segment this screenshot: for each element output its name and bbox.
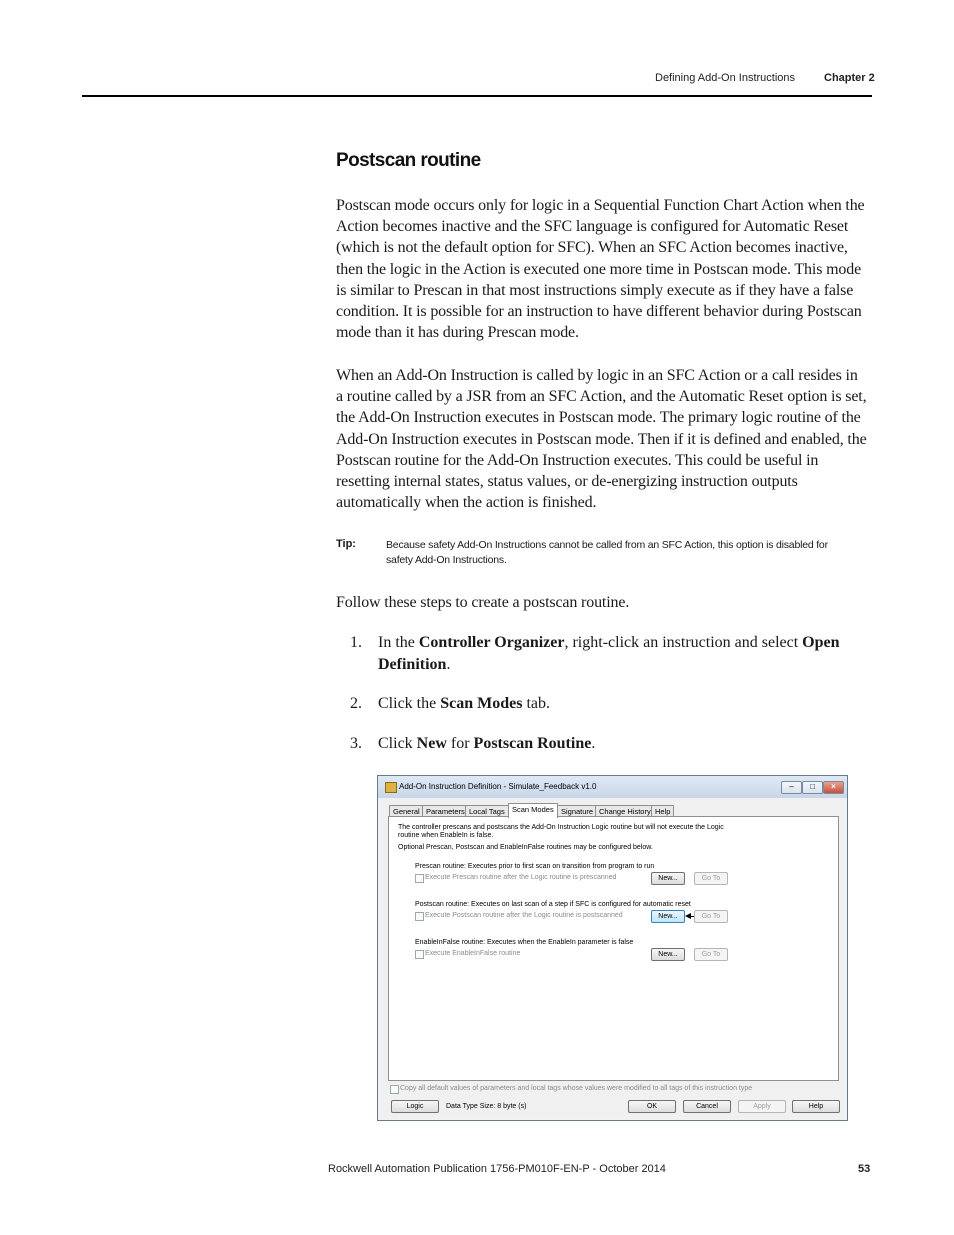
postscan-new-button[interactable]: New... — [651, 910, 685, 923]
tip-label: Tip: — [336, 538, 356, 550]
cancel-button[interactable]: Cancel — [683, 1100, 731, 1113]
logic-button[interactable]: Logic — [391, 1100, 439, 1113]
step-number: 3. — [350, 735, 362, 752]
close-button[interactable]: × — [823, 781, 844, 794]
enableinfalse-goto-button[interactable]: Go To — [694, 948, 728, 961]
running-header-chapter: Chapter 2 — [824, 72, 875, 84]
prescan-checkbox[interactable] — [415, 874, 424, 883]
paragraph-2: When an Add-On Instruction is called by logic in an SFC Action or a call resides in a routine called by a JSR from an SFC Action, and the Automatic Reset option is set, the Add-On Instruction executes in Postscan mode. The primary logic routine of the Add-On Instruction executes in Postscan mode. Then if it is defined and enabled, the Postscan routine for the Add-On Instruction executes. This could be useful in resetting internal states, status values, or de-energizing instruction outputs automatically when the action is finished. — [336, 367, 867, 512]
enableinfalse-new-button[interactable]: New... — [651, 948, 685, 961]
dialog-titlebar — [378, 776, 847, 798]
data-type-size: Data Type Size: 8 byte (s) — [446, 1103, 527, 1110]
step-text: Click the Scan Modes tab. — [378, 695, 550, 712]
enableinfalse-checkbox[interactable] — [415, 950, 424, 959]
prescan-new-button[interactable]: New... — [651, 872, 685, 885]
prescan-goto-button[interactable]: Go To — [694, 872, 728, 885]
enableinfalse-heading: EnableInFalse routine: Executes when the EnableIn parameter is false — [415, 939, 634, 946]
apply-button[interactable]: Apply — [738, 1100, 786, 1113]
tab-local-tags[interactable]: Local Tags — [465, 805, 509, 817]
tab-help[interactable]: Help — [651, 805, 674, 817]
page-number: 53 — [858, 1163, 871, 1175]
maximize-button[interactable]: □ — [802, 781, 823, 794]
prescan-heading: Prescan routine: Executes prior to first scan on transition from program to run — [415, 863, 655, 870]
steps-intro: Follow these steps to create a postscan routine. — [336, 594, 630, 611]
tab-signature[interactable]: Signature — [557, 805, 597, 817]
postscan-checkbox-label: Execute Postscan routine after the Logic routine is postscanned — [425, 912, 623, 919]
tab-scan-modes[interactable]: Scan Modes — [508, 803, 558, 818]
postscan-goto-button[interactable]: Go To — [694, 910, 728, 923]
ok-button[interactable]: OK — [628, 1100, 676, 1113]
header-rule — [82, 95, 872, 97]
footer-publication: Rockwell Automation Publication 1756-PM010F-EN-P - October 2014 — [328, 1163, 666, 1175]
postscan-checkbox[interactable] — [415, 912, 424, 921]
aoi-definition-dialog — [377, 775, 848, 1121]
minimize-button[interactable]: – — [781, 781, 802, 794]
running-header-section: Defining Add-On Instructions — [655, 72, 796, 84]
description-line-2: routine when EnableIn is false. — [398, 832, 494, 839]
app-icon — [385, 782, 397, 793]
tab-general[interactable]: General — [389, 805, 424, 817]
description-line-1: The controller prescans and postscans the Add-On Instruction Logic routine but will not execute the Logic — [398, 824, 724, 831]
scan-modes-panel — [388, 816, 839, 1081]
description-line-3: Optional Prescan, Postscan and EnableInFalse routines may be configured below. — [398, 844, 653, 851]
tip-text: Because safety Add-On Instructions cannot be called from an SFC Action, this option is disabled for safety Add-On Instructions. — [386, 539, 828, 566]
tab-parameters[interactable]: Parameters — [422, 805, 469, 817]
prescan-checkbox-label: Execute Prescan routine after the Logic routine is prescanned — [425, 874, 617, 881]
copy-defaults-label: Copy all default values of parameters and local tags whose values were modified to all tags of this instruction type — [400, 1085, 753, 1092]
copy-defaults-checkbox[interactable] — [390, 1085, 399, 1094]
step-text: Click New for Postscan Routine. — [378, 735, 596, 752]
postscan-heading: Postscan routine: Executes on last scan of a step if SFC is configured for automatic reset — [415, 901, 691, 908]
dialog-title: Add-On Instruction Definition - Simulate_Feedback v1.0 — [399, 782, 597, 791]
enableinfalse-checkbox-label: Execute EnableInFalse routine — [425, 950, 521, 957]
tab-change-history[interactable]: Change History — [595, 805, 655, 817]
help-button[interactable]: Help — [792, 1100, 840, 1113]
step-text: In the Controller Organizer, right-click an instruction and select Open Definition. — [378, 634, 840, 673]
paragraph-1: Postscan mode occurs only for logic in a Sequential Function Chart Action when the Action becomes inactive and the SFC language is configured for Automatic Reset (which is not the default option for SFC). When an SFC Action becomes inactive, then the logic in the Action is executed one more time in Postscan mode. This mode is similar to Prescan in that most instructions simply execute as if they have a false condition. It is possible for an instruction to have different behavior during Postscan mode than it has during Prescan mode. — [336, 197, 865, 342]
dialog-body — [382, 798, 843, 1118]
step-number: 1. — [350, 634, 362, 651]
section-heading: Postscan routine — [336, 150, 481, 171]
step-number: 2. — [350, 695, 362, 712]
